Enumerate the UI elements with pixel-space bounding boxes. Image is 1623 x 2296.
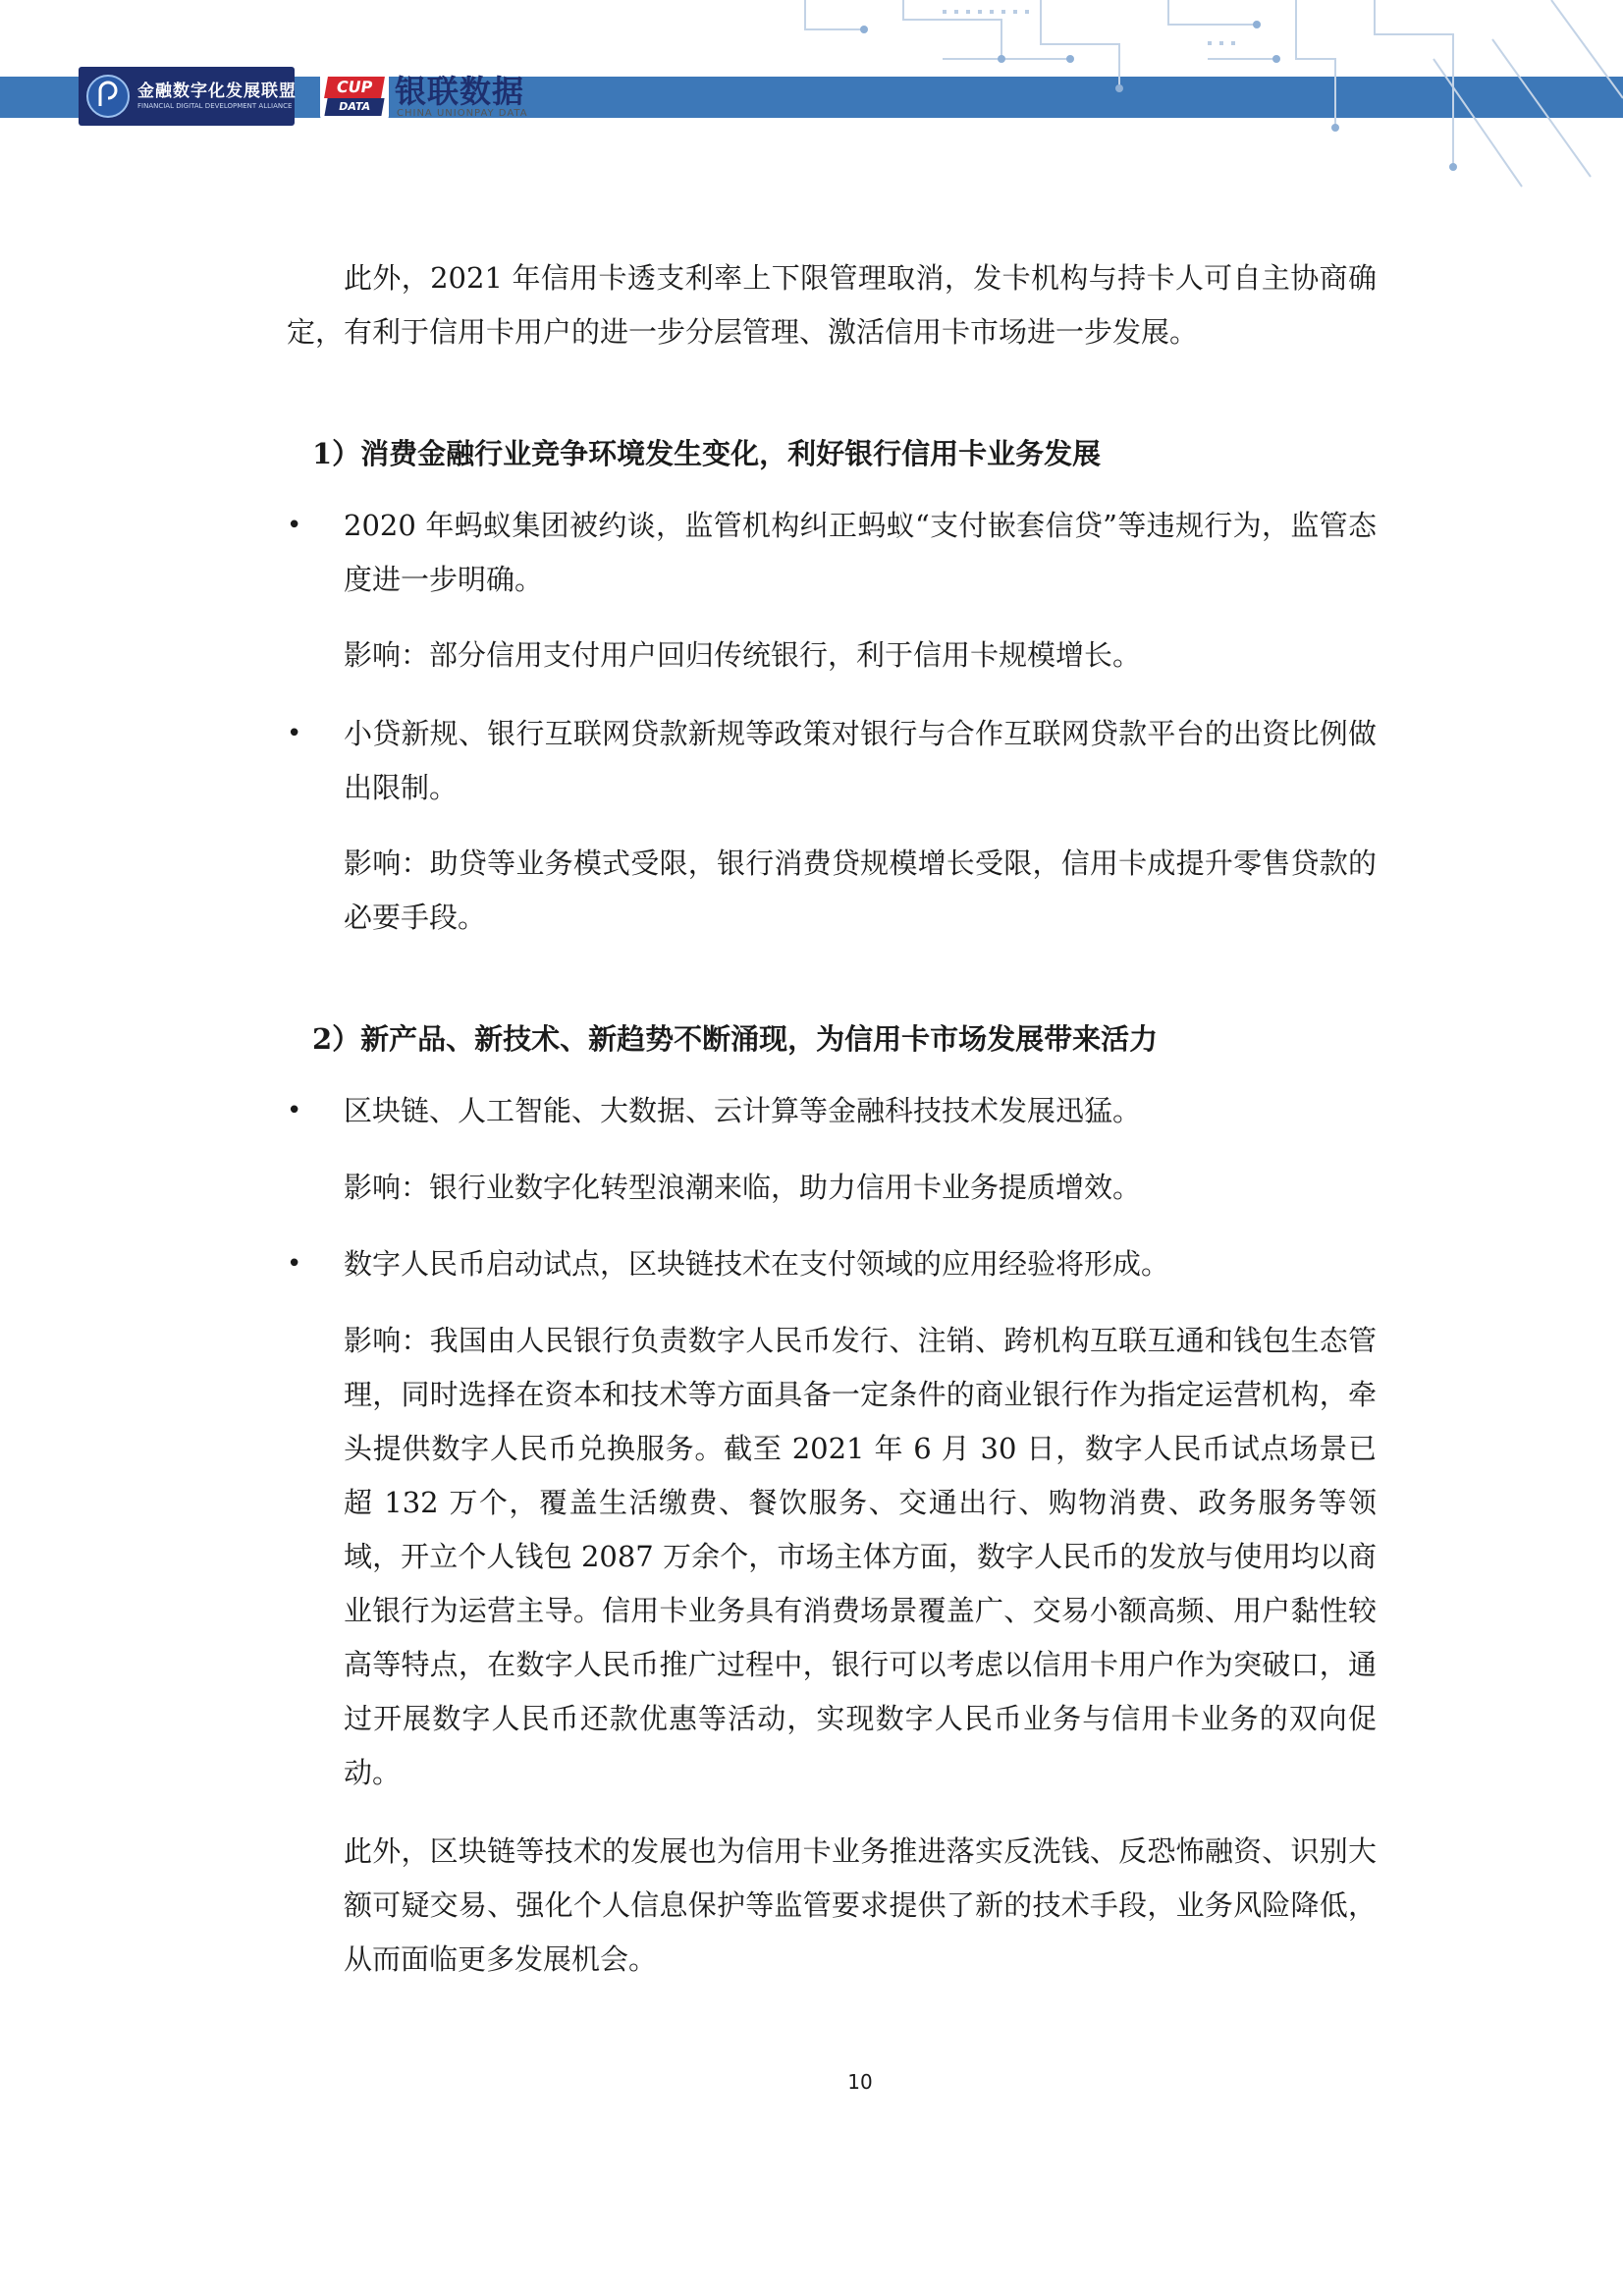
section1-item-1-impact: 影响：部分信用支付用户回归传统银行，利于信用卡规模增长。 — [344, 638, 1142, 672]
cup-data-badge — [320, 73, 389, 120]
bullet-marker: • — [287, 1249, 302, 1279]
section1-item-2-impact: 影响：助贷等业务模式受限，银行消费贷规模增长受限，信用卡成提升零售贷款的必要手段。 — [344, 847, 1377, 934]
section2-item-1-impact: 影响：银行业数字化转型浪潮来临，助力信用卡业务提质增效。 — [344, 1171, 1142, 1204]
circuit-decoration — [746, 0, 1623, 196]
section1-item-1: 2020 年蚂蚁集团被约谈，监管机构纠正蚂蚁“支付嵌套信贷”等违规行为，监管态度进一步明确。 — [344, 509, 1377, 596]
section2-closing-paragraph: 此外，区块链等技术的发展也为信用卡业务推进落实反洗钱、反恐怖融资、识别大额可疑交易、强化个人信息保护等监管要求提供了新的技术手段，业务风险降低，从而面临更多发展机会。 — [344, 1834, 1377, 1976]
page-number: 10 — [847, 2070, 873, 2094]
intro-paragraph: 此外，2021 年信用卡透支利率上下限管理取消，发卡机构与持卡人可自主协商确定，有利于信用卡用户的进一步分层管理、激活信用卡市场进一步发展。 — [287, 261, 1377, 349]
bullet-marker: • — [287, 719, 302, 748]
section2-item-2-impact: 影响：我国由人民银行负责数字人民币发行、注销、跨机构互联互通和钱包生态管理，同时选择在资本和技术等方面具备一定条件的商业银行作为指定运营机构，牵头提供数字人民币兑换服务。截至 2021 年 6 月 30 日，数字人民币试点场景已超 132 万个，覆盖生活缴费、餐饮服务、交通出行、购物消费、政务服务等领域，开立个人钱包 2087 万余个，市场主体方面，数字人民币的发放与使用均以商业银行为运营主导。信用卡业务具有消费场景覆盖广、交易小额高频、用户黏性较高等特点，在数字人民币推广过程中，银行可以考虑以信用卡用户作为突破口，通过开展数字人民币还款优惠等活动，实现数字人民币业务与信用卡业务的双向促动。 — [344, 1324, 1377, 1789]
cup-badge-bottom: DATA — [324, 98, 384, 116]
section2-item-1: 区块链、人工智能、大数据、云计算等金融科技技术发展迅猛。 — [344, 1094, 1142, 1127]
unionpay-data-name: 银联数据 — [395, 73, 525, 110]
section2-item-2: 数字人民币启动试点，区块链技术在支付领域的应用经验将形成。 — [344, 1247, 1170, 1281]
bullet-marker: • — [287, 1096, 302, 1125]
section1-heading: 1）消费金融行业竞争环境发生变化，利好银行信用卡业务发展 — [312, 437, 1102, 470]
alliance-emblem-icon — [86, 75, 130, 118]
section2-heading: 2）新产品、新技术、新趋势不断涌现，为信用卡市场发展带来活力 — [312, 1022, 1159, 1056]
bullet-marker: • — [287, 511, 302, 540]
alliance-logo — [79, 67, 295, 126]
unionpay-data-logo — [320, 65, 556, 126]
alliance-name: 金融数字化发展联盟 — [137, 82, 297, 101]
page-header — [0, 0, 1623, 196]
alliance-subtitle: FINANCIAL DIGITAL DEVELOPMENT ALLIANCE — [137, 102, 293, 110]
section1-item-2: 小贷新规、银行互联网贷款新规等政策对银行与合作互联网贷款平台的出资比例做出限制。 — [344, 717, 1377, 804]
cup-badge-top: CUP — [324, 77, 385, 98]
unionpay-data-subtitle: CHINA UNIONPAY DATA — [397, 108, 528, 119]
